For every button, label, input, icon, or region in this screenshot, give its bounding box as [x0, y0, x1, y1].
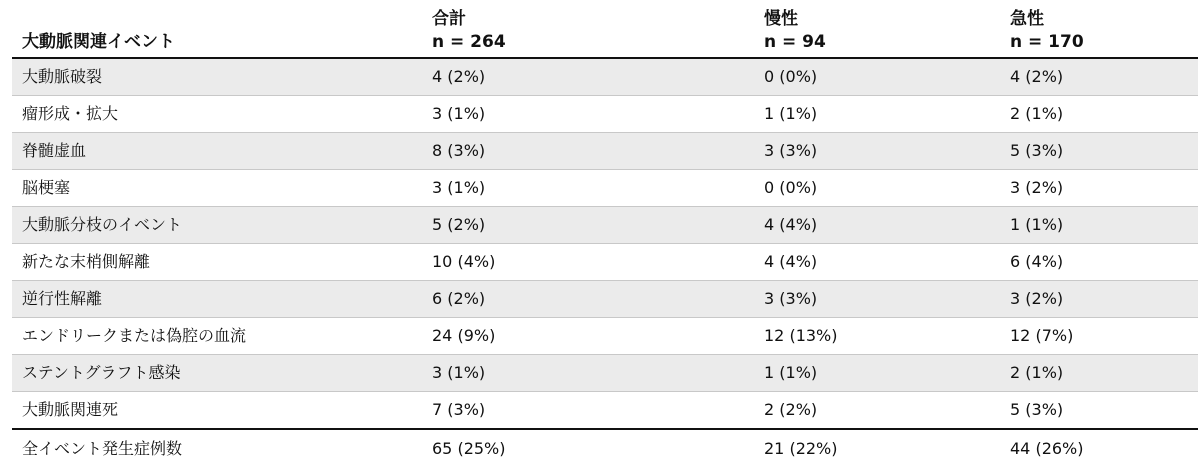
chronic-cell: 3 (3%)	[754, 133, 1000, 170]
table-row	[12, 318, 1198, 355]
chronic-cell: 0 (0%)	[754, 170, 1000, 207]
header-event	[12, 0, 422, 58]
event-cell: 脳梗塞	[12, 170, 422, 207]
table-body	[12, 58, 1198, 467]
acute-cell: 6 (4%)	[1000, 244, 1198, 281]
acute-cell: 2 (1%)	[1000, 355, 1198, 392]
table-header	[12, 0, 1198, 58]
header-acute-n: n = 170	[1010, 32, 1084, 52]
total-cell: 6 (2%)	[422, 281, 754, 318]
chronic-cell: 12 (13%)	[754, 318, 1000, 355]
event-cell: 大動脈関連死	[12, 392, 422, 430]
acute-cell: 1 (1%)	[1000, 207, 1198, 244]
table-row	[12, 58, 1198, 96]
table-row	[12, 392, 1198, 430]
acute-cell: 4 (2%)	[1000, 58, 1198, 96]
header-chronic	[754, 0, 1000, 58]
acute-cell: 12 (7%)	[1000, 318, 1198, 355]
chronic-cell: 4 (4%)	[754, 244, 1000, 281]
event-cell: 瘤形成・拡大	[12, 96, 422, 133]
table-row	[12, 355, 1198, 392]
header-total-label: 合計	[432, 9, 466, 29]
chronic-cell: 3 (3%)	[754, 281, 1000, 318]
acute-cell: 2 (1%)	[1000, 96, 1198, 133]
table-row	[12, 244, 1198, 281]
acute-cell: 3 (2%)	[1000, 170, 1198, 207]
header-event-label: 大動脈関連イベント	[22, 32, 175, 52]
events-table	[12, 0, 1198, 467]
chronic-cell: 0 (0%)	[754, 58, 1000, 96]
total-cell: 3 (1%)	[422, 96, 754, 133]
event-cell: 逆行性解離	[12, 281, 422, 318]
table-row	[12, 170, 1198, 207]
total-acute-cell: 44 (26%)	[1000, 429, 1198, 467]
acute-cell: 5 (3%)	[1000, 392, 1198, 430]
total-cell: 24 (9%)	[422, 318, 754, 355]
table-row	[12, 96, 1198, 133]
aortic-events-table	[12, 0, 1198, 467]
total-row	[12, 429, 1198, 467]
event-cell: ステントグラフト感染	[12, 355, 422, 392]
chronic-cell: 2 (2%)	[754, 392, 1000, 430]
header-acute-label: 急性	[1010, 9, 1044, 29]
event-cell: 脊髄虚血	[12, 133, 422, 170]
total-chronic-cell: 21 (22%)	[754, 429, 1000, 467]
header-chronic-label: 慢性	[764, 9, 798, 29]
table-row	[12, 133, 1198, 170]
event-cell: 大動脈分枝のイベント	[12, 207, 422, 244]
total-event-cell: 全イベント発生症例数	[12, 429, 422, 467]
event-cell: 大動脈破裂	[12, 58, 422, 96]
total-cell: 3 (1%)	[422, 355, 754, 392]
event-cell: 新たな末梢側解離	[12, 244, 422, 281]
header-total	[422, 0, 754, 58]
total-cell: 10 (4%)	[422, 244, 754, 281]
chronic-cell: 1 (1%)	[754, 355, 1000, 392]
chronic-cell: 4 (4%)	[754, 207, 1000, 244]
chronic-cell: 1 (1%)	[754, 96, 1000, 133]
acute-cell: 3 (2%)	[1000, 281, 1198, 318]
total-cell: 5 (2%)	[422, 207, 754, 244]
table-row	[12, 207, 1198, 244]
header-row	[12, 0, 1198, 58]
header-total-n: n = 264	[432, 32, 506, 52]
total-cell: 7 (3%)	[422, 392, 754, 430]
total-cell: 4 (2%)	[422, 58, 754, 96]
header-acute	[1000, 0, 1198, 58]
acute-cell: 5 (3%)	[1000, 133, 1198, 170]
event-cell: エンドリークまたは偽腔の血流	[12, 318, 422, 355]
header-chronic-n: n = 94	[764, 32, 826, 52]
total-total-cell: 65 (25%)	[422, 429, 754, 467]
total-cell: 3 (1%)	[422, 170, 754, 207]
total-cell: 8 (3%)	[422, 133, 754, 170]
table-row	[12, 281, 1198, 318]
